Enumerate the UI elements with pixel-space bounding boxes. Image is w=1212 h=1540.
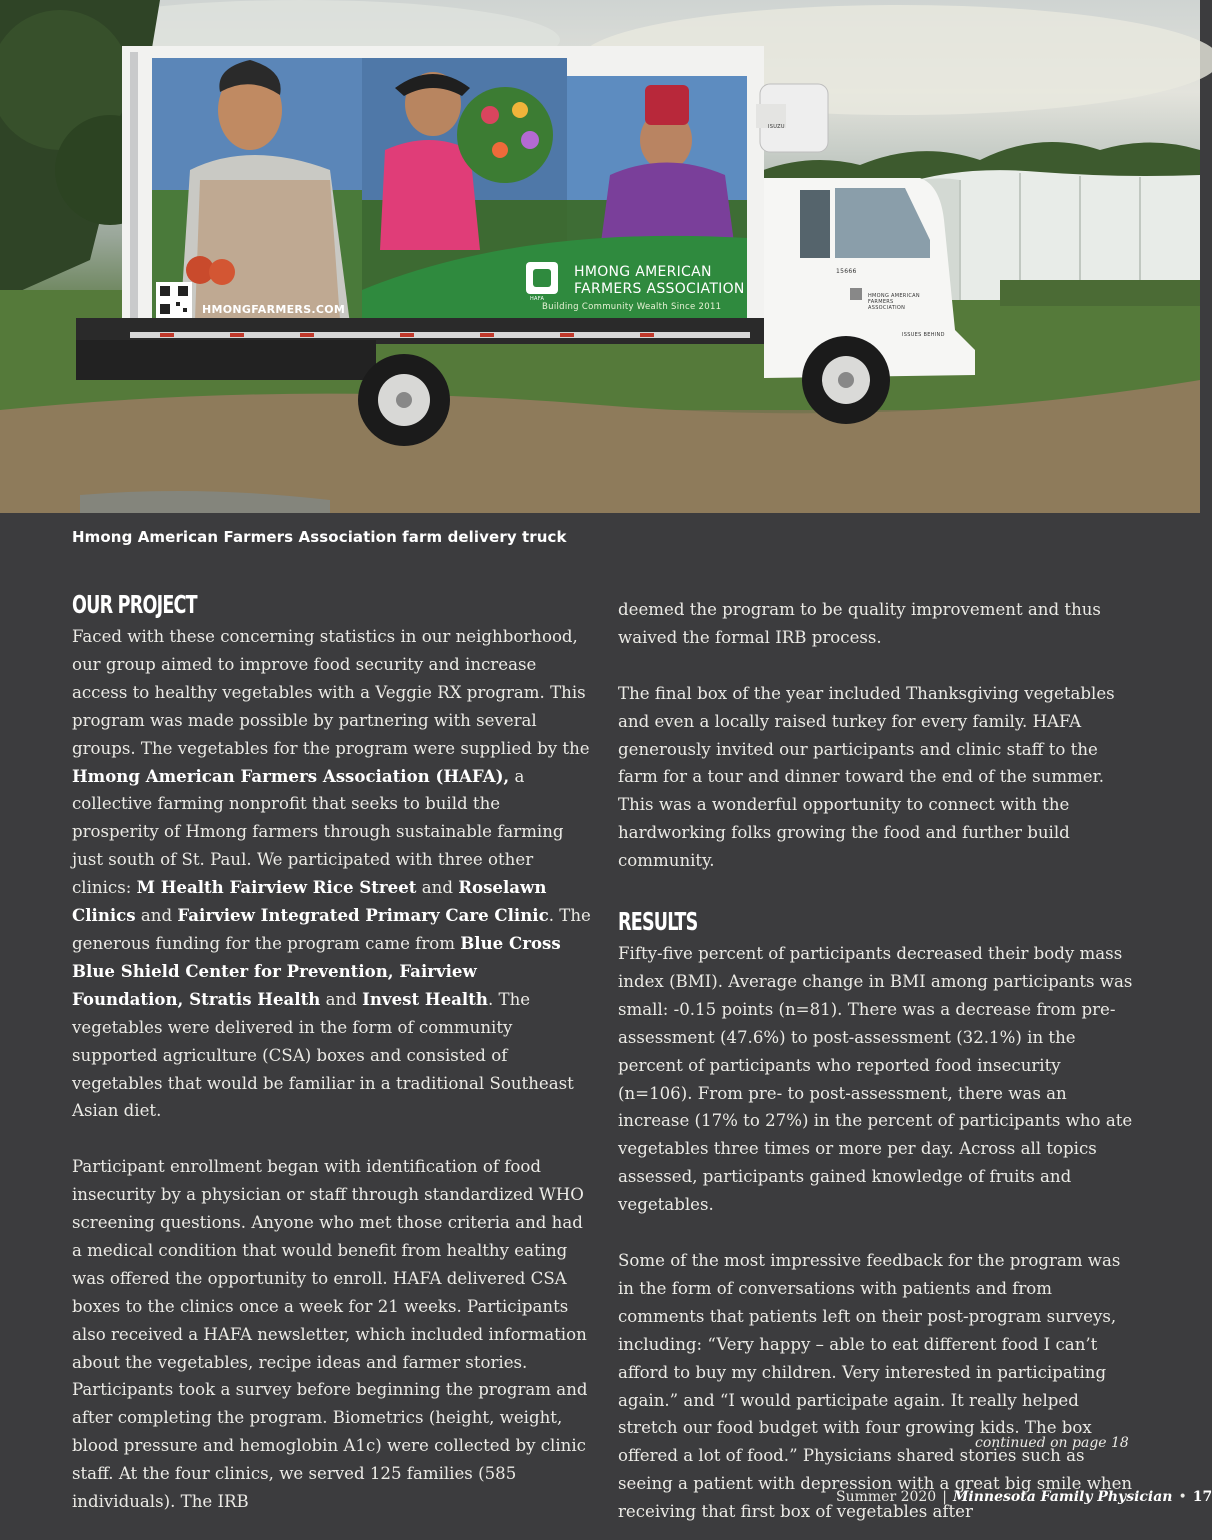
project-paragraph-4: The final box of the year included Thanksgiving vegetables and even a locally raised turkey for every family. HAFA generously invited our participants and clinic staff to the farm for a tour and dinner toward the end of the summer. This was a wonderful opportunity to connect with the hardworking folks growing the food and further build community. xyxy=(618,683,1115,871)
truck-cab-logo-text: HMONG AMERICAN FARMERS ASSOCIATION xyxy=(868,293,920,311)
continued-note: continued on page 18 xyxy=(975,1435,1129,1451)
right-column xyxy=(618,596,1138,1526)
footer-divider: | xyxy=(942,1489,947,1505)
truck-ad-org-name xyxy=(574,264,745,298)
project-paragraph-2: Participant enrollment began with identification of food insecurity by a physician or staff through standardized WHO screening questions. Anyone who met those criteria and had a medical condition that would benefit from healthy eating was offered the opportunity to enroll. HAFA delivered CSA boxes to the clinics once a week for 21 weeks. Participants also received a HAFA newsletter, which included information about the vegetables, recipe ideas and farmer stories. Participants took a survey before beginning the program and after completing the program. Biometrics (height, weight, blood pressure and hemoglobin A1c) were collected by clinic staff. At the four clinics, we served 125 families (585 individuals). The IRB xyxy=(72,1157,588,1512)
truck-fleet-number: 15666 xyxy=(836,268,857,275)
truck-ad-tagline: Building Community Wealth Since 2011 xyxy=(542,302,722,312)
truck-ad-website: HMONGFARMERS.COM xyxy=(202,303,346,316)
truck-ad-org-line1: HMONG AMERICAN xyxy=(574,264,712,280)
footer-issue: Summer 2020 xyxy=(836,1489,937,1505)
truck-ad-org-line2: FARMERS ASSOCIATION xyxy=(574,281,745,297)
truck-illustration xyxy=(0,0,1200,513)
footer-bullet: • xyxy=(1178,1489,1187,1505)
left-column xyxy=(72,588,592,1516)
results-paragraph-2: Some of the most impressive feedback for the program was in the form of conversations with patients and from comments that patients left on their post-program surveys, including: “Very happy – able to eat different food I can’t afford to buy my children. Very interested in participating again.” and “I would participate again. It really helped stretch our food budget with four growing kids. The box offered a lot of food.” Physicians shared stories such as seeing a patient with depression with a great big smile when receiving that first box of vegetables after xyxy=(618,1251,1133,1522)
section-heading-results: RESULTS xyxy=(618,907,698,937)
page-footer xyxy=(836,1489,1212,1505)
section-heading-our-project: OUR PROJECT xyxy=(72,590,197,619)
truck-photo xyxy=(0,0,1200,513)
truck-logo-letters: HAFA xyxy=(530,296,545,302)
project-paragraph-1: Faced with these concerning statistics in our neighborhood, our group aimed to improve food security and increase access to healthy vegetables with a Veggie RX program. This program was made possible by partnering with several groups. The vegetables for the program were supplied by the Hmong American Farmers Association (HAFA), a collective farming nonprofit that seeks to build the prosperity of Hmong farmers through sustainable farming just south of St. Paul. We participated with three other clinics: M Health Fairview Rice Street and Roselawn Clinics and Fairview Integrated Primary Care Clinic. The generous funding for the program came from Blue Cross Blue Shield Center for Prevention, Fairview Foundation, Stratis Health and Invest Health. The vegetables were delivered in the form of community supported agriculture (CSA) boxes and consisted of vegetables that would be familiar in a traditional Southeast Asian diet. xyxy=(72,627,591,1121)
results-paragraph-1: Fifty-five percent of participants decreased their body mass index (BMI). Average change in BMI among participants was small: -0.15 points (n=81). There was a decrease from pre-assessment (47.6%) to post-assessment (32.1%) in the percent of participants who reported food insecurity (n=106). From pre- to post-assessment, there was an increase (17% to 27%) in the percent of participants who ate vegetables three times or more per day. Across all topics assessed, participants gained knowledge of fruits and vegetables. xyxy=(618,944,1133,1215)
page-number: 17 xyxy=(1192,1489,1212,1505)
photo-caption: Hmong American Farmers Association farm delivery truck xyxy=(72,528,567,546)
project-paragraph-3: deemed the program to be quality improvement and thus waived the formal IRB process. xyxy=(618,600,1101,647)
truck-mirror-text: ISUZU xyxy=(768,124,785,130)
footer-journal-title: Minnesota Family Physician xyxy=(952,1489,1173,1505)
truck-door-text: ISSUES BEHIND xyxy=(902,332,945,338)
